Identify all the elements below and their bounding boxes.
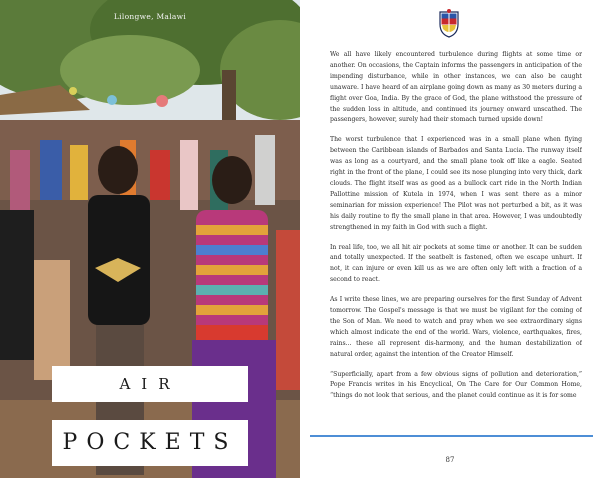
footer-divider (310, 435, 593, 437)
article-title-line-2: POCKETS (52, 420, 248, 466)
coat-of-arms-icon (437, 8, 461, 38)
article-paragraph: “Superficially, apart from a few obvious signs of pollution and deterioration,” Pope Francis writes in his Encyclical, On The Care for Our Common Home, “things do not look that serious, and the planet could continue as it is for some (330, 370, 582, 400)
article-paragraph: In real life, too, we all hit air pockets at some time or another. It can be sudden and totally unexpected. If the seatbelt is fastened, often we escape unhurt. If not, it can injure or even kill us as we are often only left with a fraction of a second to react. (330, 243, 582, 284)
page-number: 87 (445, 456, 455, 464)
article-title-line-1: AIR (52, 366, 248, 402)
article-paragraph: As I write these lines, we are preparing ourselves for the first Sunday of Advent tomorrow. The Gospel's message is that we must be vigilant for the coming of the Son of Man. We need to watch and pray when we see extraordinary signs which almost indicate the end of the world. Wars, violence, earthquakes, fires, rains... these all represent dis-harmony, and the human destabilization of natural order, against the intention of the Creator Himself. (330, 296, 582, 358)
article-paragraph: The worst turbulence that I experienced was in a small plane when flying between the Caribbean islands of Barbados and Santa Lucia. The runway itself was as long as a courtyard, and the small plane took off like a eagle. Seated right in the front of the plane, I could see its nose plunging into very thick, dark clouds. The flight itself was as good as a bullock cart ride in the North Indian Pallottine mission of Kutela in 1974, when I was sent there as a minor seminarian for mission experience! The Pilot was not perturbed a bit, as it was his daily routine to fly the small plane in that area. However, I was undoubtedly strengthened in my faith in God with such a flight. (330, 136, 582, 231)
photo-credit: Lilongwe, Malawi (113, 12, 187, 21)
article-paragraph: We all have likely encountered turbulence during flights at some time or another. On occasions, the Captain informs the passengers in anticipation of the impending disturbance, while in other instances, we can also be caught unaware. I have heard of an airplane going down as many as 30 meters during a flight over Goa, India. By the grace of God, the plane withstood the pressure of the sudden loss in altitude, and continued its journey onward unscathed. The passengers, however, surely had their stomach turned upside down! (330, 51, 582, 124)
article-body (330, 50, 582, 432)
